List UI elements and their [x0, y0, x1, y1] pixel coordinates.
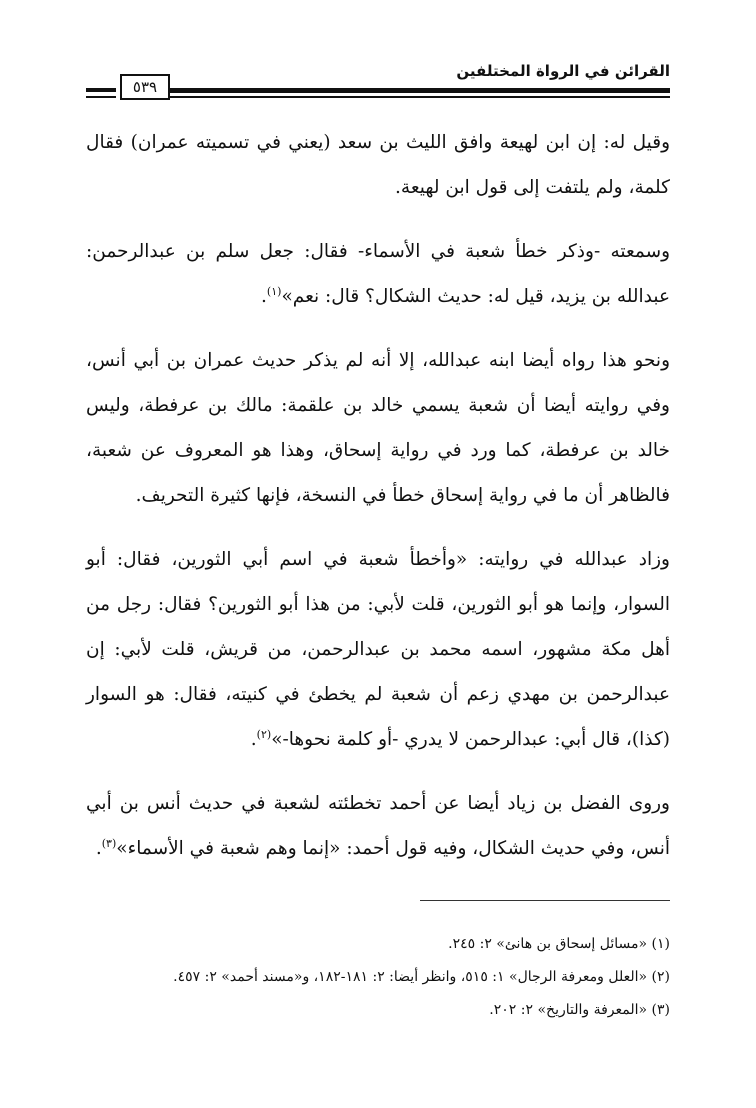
footnote-ref-3[interactable]: (٣): [101, 836, 117, 850]
header-title: القرائن في الرواة المختلفين: [456, 62, 670, 80]
footnotes: [86, 928, 670, 1027]
footnote-1: (١) «مسائل إسحاق بن هانئ» ٢: ٢٤٥.: [448, 936, 670, 952]
footnote-ref-2[interactable]: (٢): [256, 727, 272, 741]
footnote-2: (٢) «العلل ومعرفة الرجال» ١: ٥١٥، وانظر أيضا: ٢: ١٨١-١٨٢، و«مسند أحمد» ٢: ٤٥٧.: [173, 969, 670, 985]
running-header: [86, 56, 670, 104]
footnote-3: (٣) «المعرفة والتاريخ» ٢: ٢٠٢.: [489, 1002, 670, 1018]
body-text: [86, 120, 670, 890]
header-rule-thick: [170, 88, 670, 93]
paragraph-5: وروى الفضل بن زياد أيضا عن أحمد تخطئته لشعبة في حديث أنس بن أبي أنس، وفي حديث الشكال، وفيه قول أحمد: «إنما وهم شعبة في الأسماء»$^{(٣)}$.: [86, 793, 670, 859]
footnote-ref-1[interactable]: (١): [266, 284, 282, 298]
footnote-separator: [420, 900, 670, 901]
header-rule-left-thin: [86, 96, 116, 98]
paragraph-3: ونحو هذا رواه أيضا ابنه عبدالله، إلا أنه لم يذكر حديث عمران بن أبي أنس، وفي روايته أيضا أن شعبة يسمي خالد بن علقمة: مالك بن عرفطة، وليس خالد بن عرفطة، كما ورد في رواية إسحاق، وهذا هو المعروف عن شعبة، فالظاهر أن ما في رواية إسحاق خطأ في النسخة، فإنها كثيرة التحريف.: [86, 350, 670, 506]
header-rule-left-thick: [86, 88, 116, 92]
paragraph-1: وقيل له: إن ابن لهيعة وافق الليث بن سعد (يعني في تسميته عمران) فقال كلمة، ولم يلتفت إلى قول ابن لهيعة.: [86, 132, 670, 198]
paragraph-2: وسمعته -وذكر خطأ شعبة في الأسماء- فقال: جعل سلم بن عبدالرحمن: عبدالله بن يزيد، قيل له: حديث الشكال؟ قال: نعم»$^{(١)}$.: [86, 241, 670, 307]
paragraph-4: وزاد عبدالله في روايته: «وأخطأ شعبة في اسم أبي الثورين، فقال: أبو السوار، وإنما هو أبو الثورين، قلت لأبي: من هذا أبو الثورين؟ فقال: رجل من أهل مكة مشهور، اسمه محمد بن عبدالرحمن، من قريش، قلت لأبي: إن عبدالرحمن بن مهدي زعم أن شعبة لم يخطئ في كنيته، فقال: هو السوار (كذا)، قال أبي: عبدالرحمن لا يدري -أو كلمة نحوها-»$^{(٢)}$.: [86, 549, 670, 750]
header-rule-thin: [170, 96, 670, 98]
page-number: ٥٣٩: [120, 74, 170, 100]
